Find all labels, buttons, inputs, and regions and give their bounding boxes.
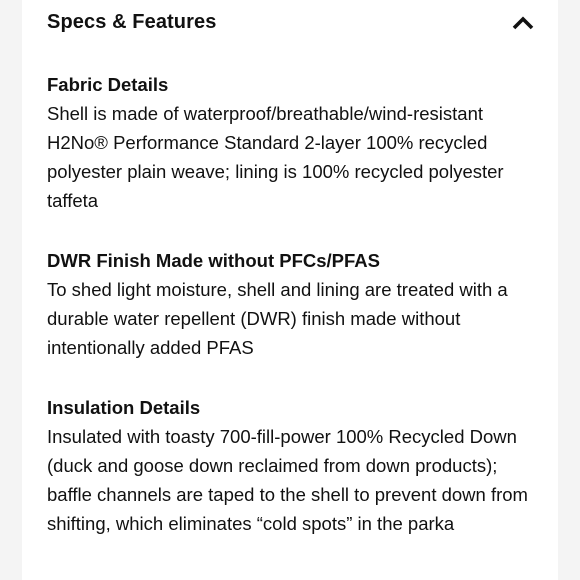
section-insulation-details bbox=[47, 393, 538, 538]
section-fabric-details bbox=[47, 70, 538, 215]
specs-features-panel bbox=[22, 0, 558, 580]
section-title: Insulation Details bbox=[47, 397, 201, 418]
section-title: DWR Finish Made without PFCs/PFAS bbox=[47, 250, 380, 271]
panel-title: Specs & Features bbox=[47, 10, 217, 33]
panel-content bbox=[47, 70, 538, 569]
collapse-toggle-button[interactable] bbox=[506, 6, 540, 40]
section-body: To shed light moisture, shell and lining are treated with a durable water repellent (DWR) finish made without intentionally added PFAS bbox=[47, 279, 508, 358]
section-body: Insulated with toasty 700-fill-power 100% Recycled Down (duck and goose down reclaimed from down products); baffle channels are taped to the shell to prevent down from shifting, which eliminates “cold spots” in the parka bbox=[47, 426, 528, 534]
chevron-up-icon bbox=[512, 16, 534, 30]
section-body: Shell is made of waterproof/breathable/wind-resistant H2No® Performance Standard 2-layer 100% recycled polyester plain weave; lining is 100% recycled polyester taffeta bbox=[47, 103, 504, 211]
section-title: Fabric Details bbox=[47, 74, 169, 95]
accordion-header[interactable] bbox=[47, 0, 540, 46]
section-dwr-finish bbox=[47, 246, 538, 362]
